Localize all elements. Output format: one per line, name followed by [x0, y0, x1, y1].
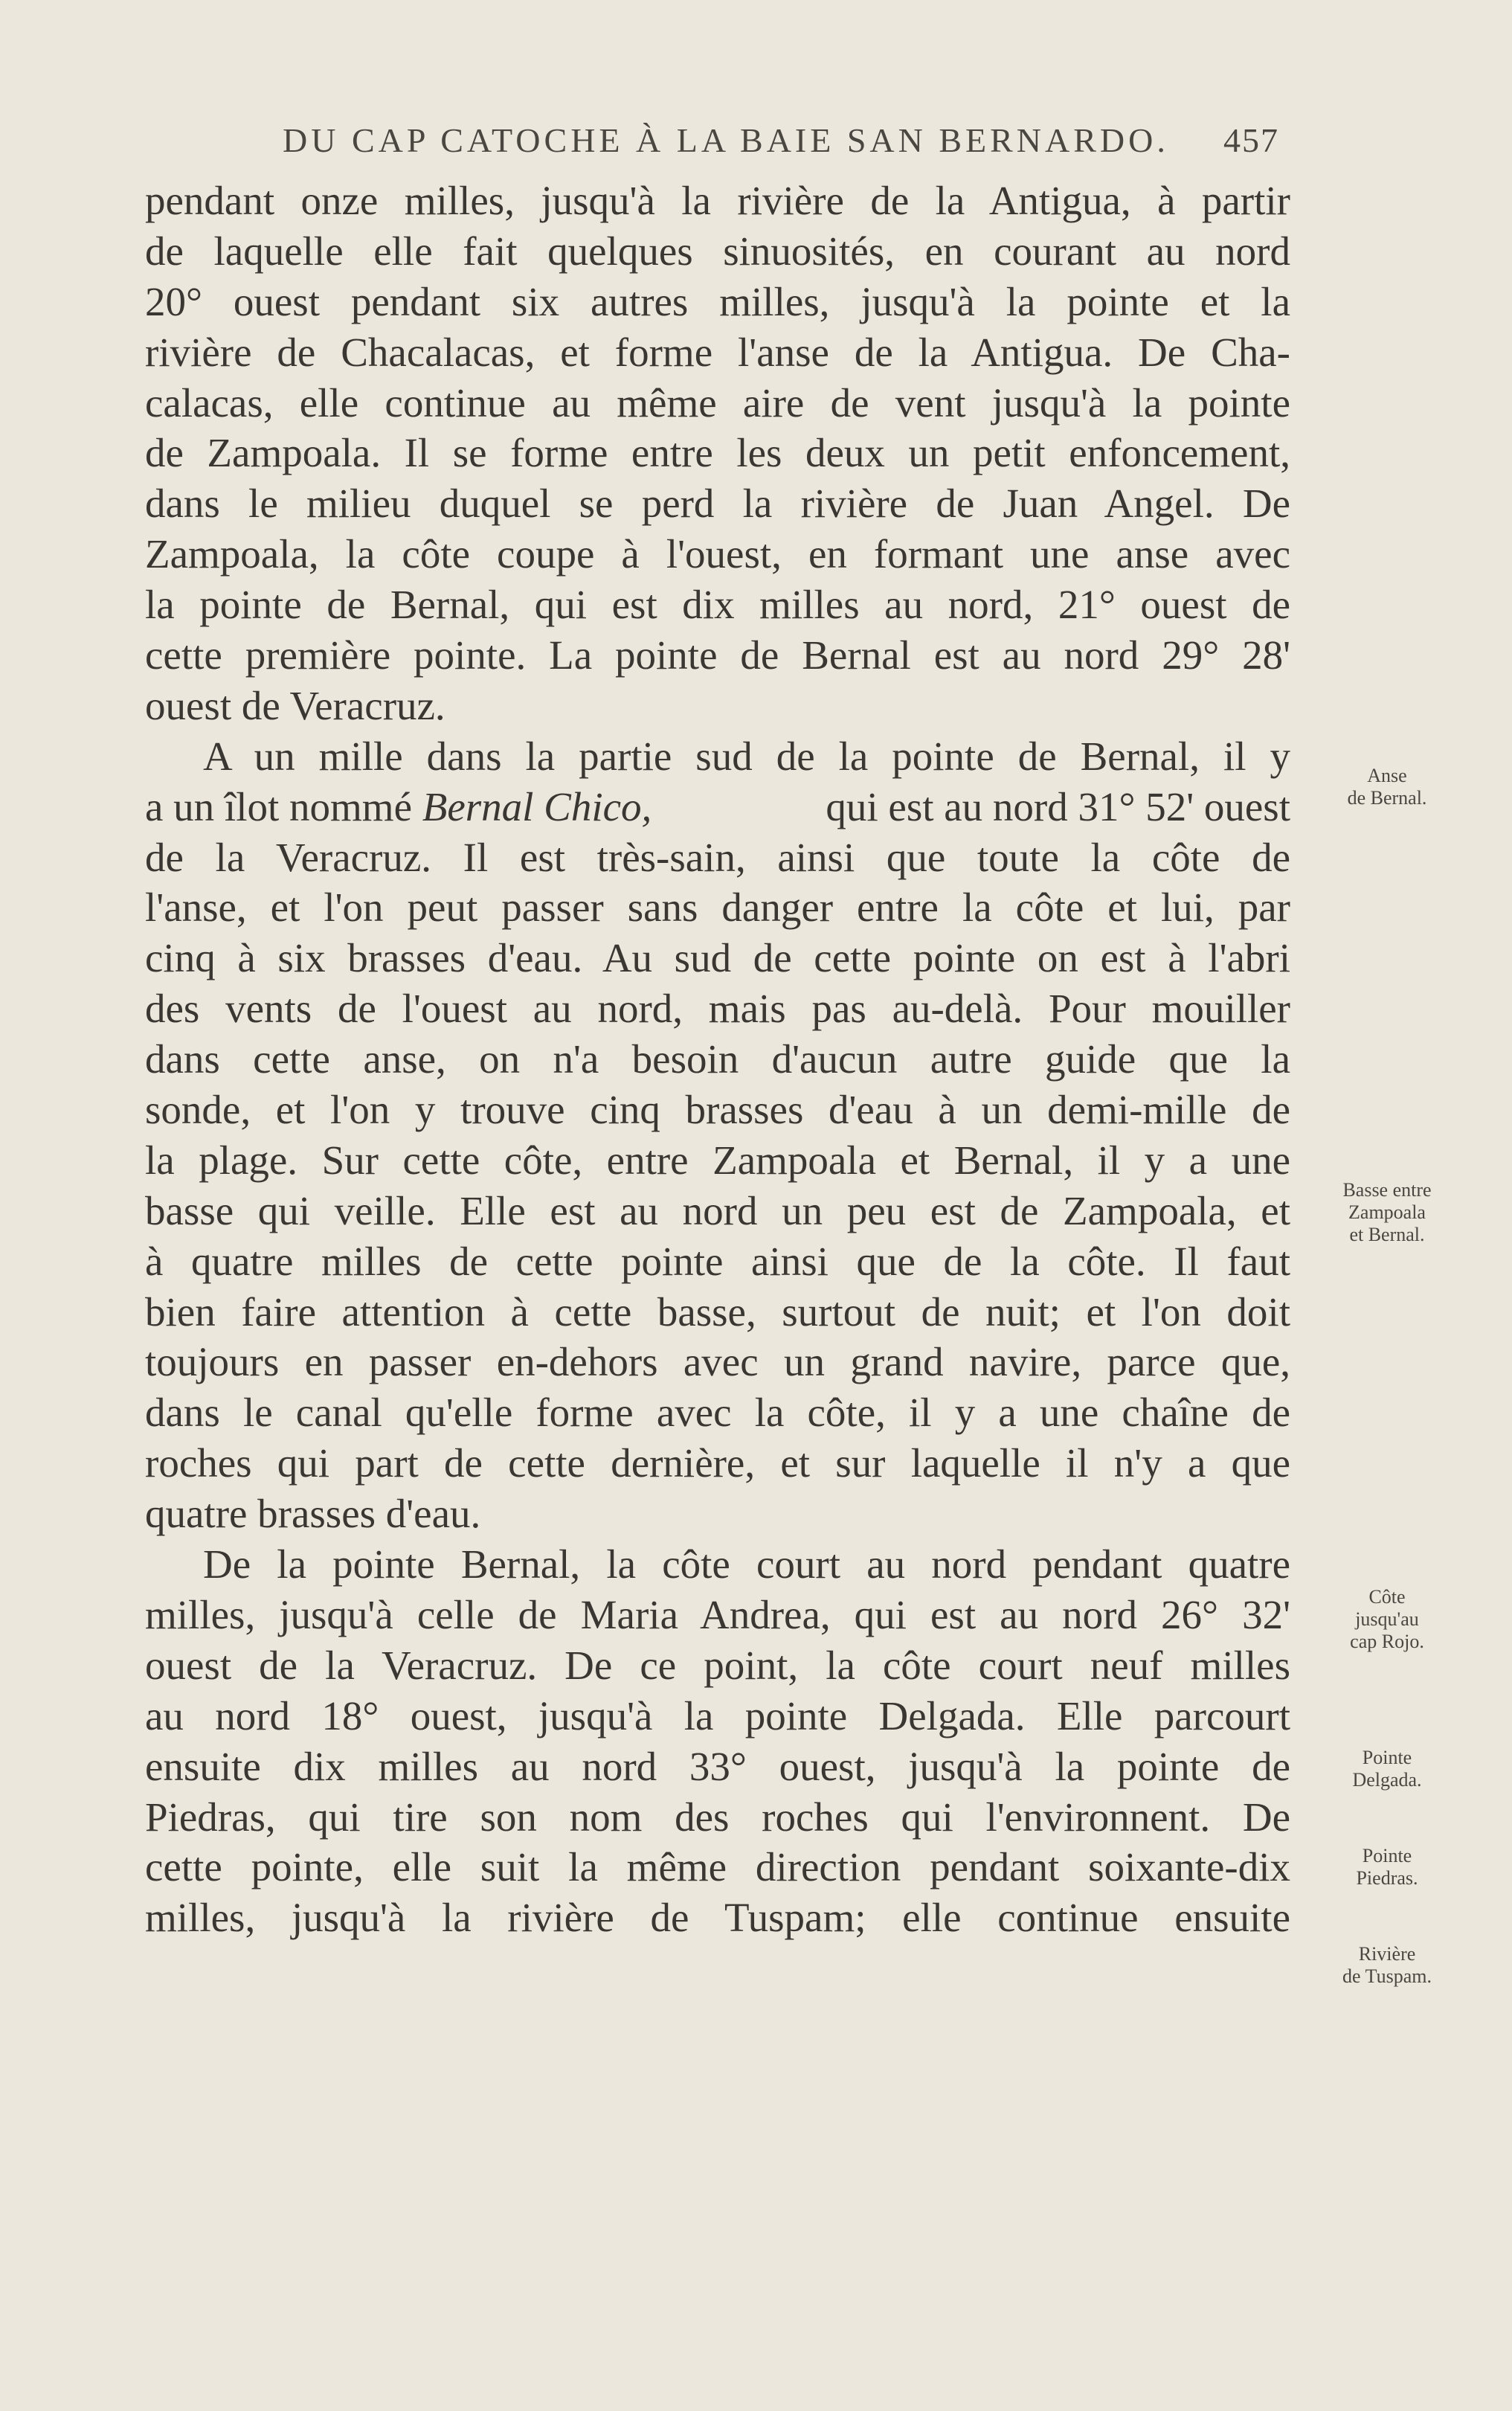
text-line: bien faire attention à cette basse, surtout de nuit; et l'on doit [145, 1288, 1290, 1335]
margin-note-riviere-tuspam: Rivière de Tuspam. [1342, 1943, 1432, 1987]
text-line: ensuite dix milles au nord 33° ouest, jusqu'à la pointe de [145, 1743, 1290, 1789]
margin-note-pointe-delgada: Pointe Delgada. [1352, 1747, 1422, 1791]
text-line [145, 782, 1290, 832]
text-fragment: qui est au nord 31° 52' ouest [826, 783, 1290, 829]
text-line: de laquelle elle fait quelques sinuosités, en courant au nord [145, 228, 1290, 274]
margin-note-cote-cap-rojo: Côte jusqu'au cap Rojo. [1350, 1586, 1424, 1652]
text-line: au nord 18° ouest, jusqu'à la pointe Delgada. Elle parcourt [145, 1692, 1290, 1739]
text-line: cinq à six brasses d'eau. Au sud de cette pointe on est à l'abri [145, 935, 1290, 981]
margin-note-pointe-piedras: Pointe Piedras. [1356, 1845, 1418, 1889]
text-line: basse qui veille. Elle est au nord un peu est de Zampoala, et [145, 1187, 1290, 1233]
text-line: A un mille dans la partie sud de la pointe de Bernal, il y [203, 733, 1290, 779]
page-number: 457 [1223, 121, 1279, 159]
running-head [283, 121, 1279, 165]
margin-note-basse-entre-zampoala: Basse entre Zampoala et Bernal. [1342, 1179, 1432, 1245]
text-line: Piedras, qui tire son nom des roches qui l'environnent. De [145, 1794, 1290, 1840]
text-line: de la Veracruz. Il est très-sain, ainsi que toute la côte de [145, 834, 1290, 880]
body-text [145, 176, 1290, 1943]
text-line: roches qui part de cette dernière, et sur laquelle il n'y a que [145, 1440, 1290, 1486]
text-line: l'anse, et l'on peut passer sans danger entre la côte et lui, par [145, 885, 1290, 931]
text-line: dans le canal qu'elle forme avec la côte, il y a une chaîne de [145, 1390, 1290, 1436]
island-name: Bernal Chico, [422, 783, 652, 829]
running-title: DU CAP CATOCHE À LA BAIE SAN BERNARDO. [283, 121, 1169, 159]
text-line: Zampoala, la côte coupe à l'ouest, en formant une anse avec [145, 531, 1290, 577]
text-line: la pointe de Bernal, qui est dix milles au nord, 21° ouest de [145, 582, 1290, 628]
text-line: dans cette anse, on n'a besoin d'aucun autre guide que la [145, 1036, 1290, 1082]
text-line: De la pointe Bernal, la côte court au nord pendant quatre [203, 1541, 1290, 1587]
text-line: à quatre milles de cette pointe ainsi que de la côte. Il faut [145, 1238, 1290, 1284]
text-fragment: a un îlot nommé Bernal Chico, [145, 783, 652, 829]
text-line: milles, jusqu'à celle de Maria Andrea, qui est au nord 26° 32' [145, 1591, 1290, 1637]
text-line: 20° ouest pendant six autres milles, jusqu'à la pointe et la [145, 278, 1290, 324]
text-line: dans le milieu duquel se perd la rivière de Juan Angel. De [145, 481, 1290, 527]
text-line: ouest de la Veracruz. De ce point, la côte court neuf milles [145, 1642, 1290, 1688]
text-line: la plage. Sur cette côte, entre Zampoala et Bernal, il y a une [145, 1137, 1290, 1183]
text-line: calacas, elle continue au même aire de vent jusqu'à la pointe [145, 379, 1290, 426]
text-line: des vents de l'ouest au nord, mais pas au-delà. Pour mouiller [145, 986, 1290, 1032]
text-line: cette pointe, elle suit la même direction pendant soixante-dix [145, 1844, 1290, 1890]
margin-note-anse-de-bernal: Anse de Bernal. [1347, 765, 1427, 809]
text-line: quatre brasses d'eau. [145, 1491, 481, 1537]
text-line: rivière de Chacalacas, et forme l'anse de la Antigua. De Cha- [145, 329, 1290, 375]
text-line: ouest de Veracruz. [145, 682, 445, 728]
text-line: pendant onze milles, jusqu'à la rivière de la Antigua, à partir [145, 178, 1290, 223]
text-line: toujours en passer en-dehors avec un grand navire, parce que, [145, 1339, 1290, 1385]
text-line: cette première pointe. La pointe de Bernal est au nord 29° 28' [145, 632, 1290, 678]
text-line: de Zampoala. Il se forme entre les deux un petit enfoncement, [145, 430, 1290, 476]
text-line: sonde, et l'on y trouve cinq brasses d'eau à un demi-mille de [145, 1087, 1290, 1133]
text-line: milles, jusqu'à la rivière de Tuspam; elle continue ensuite [145, 1895, 1290, 1941]
